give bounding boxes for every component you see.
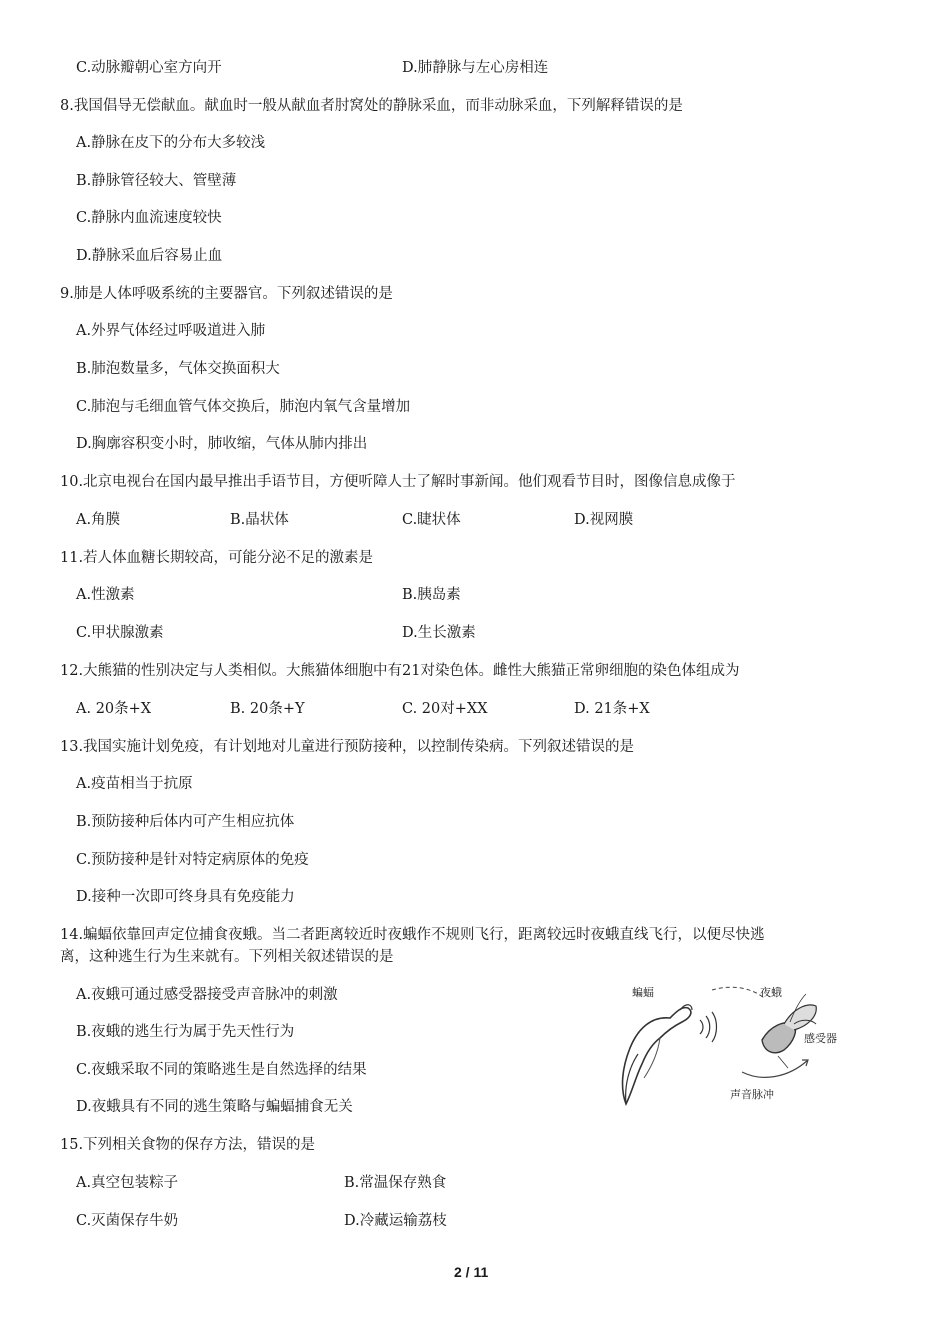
q11-stem: 11.若人体血糖长期较高，可能分泌不足的激素是: [60, 550, 374, 566]
q13-stem: 13.我国实施计划免疫，有计划地对儿童进行预防接种，以控制传染病。下列叙述错误的是: [60, 739, 635, 755]
q12-option-b: B. 20条+Y: [230, 701, 305, 717]
q12-option-c: C. 20对+XX: [402, 701, 488, 717]
q13-option-b: B.预防接种后体内可产生相应抗体: [76, 814, 295, 830]
q13-option-a: A.疫苗相当于抗原: [76, 776, 193, 792]
q9-option-a: A.外界气体经过呼吸道进入肺: [76, 323, 266, 339]
q14-option-a: A.夜蛾可通过感受器接受声音脉冲的刺激: [76, 987, 338, 1003]
q12-option-d: D. 21条+X: [574, 701, 650, 717]
label-receptor: 感受器: [804, 1032, 837, 1045]
q8-option-a: A.静脉在皮下的分布大多较浅: [76, 135, 266, 151]
q10-option-c: C.睫状体: [402, 512, 461, 528]
q15-option-b: B.常温保存熟食: [344, 1175, 447, 1191]
q10-option-b: B.晶状体: [230, 512, 289, 528]
label-sound-pulse: 声音脉冲: [730, 1088, 774, 1101]
label-moth: 夜蛾: [760, 986, 782, 999]
q9-stem: 9.肺是人体呼吸系统的主要器官。下列叙述错误的是: [60, 286, 393, 302]
q9-option-b: B.肺泡数量多，气体交换面积大: [76, 361, 280, 377]
q14-option-b: B.夜蛾的逃生行为属于先天性行为: [76, 1024, 295, 1040]
q8-option-d: D.静脉采血后容易止血: [76, 248, 223, 264]
label-bat: 蝙蝠: [632, 986, 654, 999]
q10-option-d: D.视网膜: [574, 512, 634, 528]
q9-option-c: C.肺泡与毛细血管气体交换后，肺泡内氧气含量增加: [76, 399, 411, 415]
q9-option-d: D.胸廓容积变小时，肺收缩，气体从肺内排出: [76, 436, 368, 452]
page-number: 2 / 11: [454, 1264, 489, 1280]
sound-wave-icon: [700, 1020, 703, 1034]
q8-option-b: B.静脉管径较大、管壁薄: [76, 173, 237, 189]
bat-illustration: [623, 1008, 691, 1104]
q13-option-d: D.接种一次即可终身具有免疫能力: [76, 889, 295, 905]
q14-stem-line-2: 离，这种逃生行为生来就有。下列相关叙述错误的是: [60, 949, 394, 965]
q11-option-b: B.胰岛素: [402, 587, 461, 603]
q11-option-c: C.甲状腺激素: [76, 625, 164, 641]
q10-option-a: A.角膜: [76, 512, 121, 528]
q15-option-c: C.灭菌保存牛奶: [76, 1213, 179, 1229]
bat-moth-figure: [612, 980, 850, 1108]
q8-option-c: C.静脉内血流速度较快: [76, 210, 222, 226]
q11-option-d: D.生长激素: [402, 625, 476, 641]
q10-stem: 10.北京电视台在国内最早推出手语节目，方便听障人士了解时事新闻。他们观看节目时，图像信息成像于: [60, 474, 736, 490]
q12-stem: 12.大熊猫的性别决定与人类相似。大熊猫体细胞中有21对染色体。雌性大熊猫正常卵细胞的染色体组成为: [60, 663, 740, 679]
q11-option-a: A.性激素: [76, 587, 135, 603]
q7-option-d: D.肺静脉与左心房相连: [402, 60, 549, 76]
q15-option-d: D.冷藏运输荔枝: [344, 1213, 447, 1229]
q13-option-c: C.预防接种是针对特定病原体的免疫: [76, 852, 309, 868]
q7-option-c: C.动脉瓣朝心室方向开: [76, 60, 222, 76]
q14-option-c: C.夜蛾采取不同的策略逃生是自然选择的结果: [76, 1062, 367, 1078]
q15-stem: 15.下列相关食物的保存方法，错误的是: [60, 1137, 316, 1153]
q14-option-d: D.夜蛾具有不同的逃生策略与蝙蝠捕食无关: [76, 1099, 353, 1115]
q15-option-a: A.真空包装粽子: [76, 1175, 179, 1191]
q12-option-a: A. 20条+X: [76, 701, 152, 717]
q14-stem-line-1: 14.蝙蝠依靠回声定位捕食夜蛾。当二者距离较近时夜蛾作不规则飞行，距离较远时夜蛾直线飞行，以便尽快逃: [60, 927, 765, 943]
q8-stem: 8.我国倡导无偿献血。献血时一般从献血者肘窝处的静脉采血，而非动脉采血，下列解释错误的是: [60, 98, 683, 114]
